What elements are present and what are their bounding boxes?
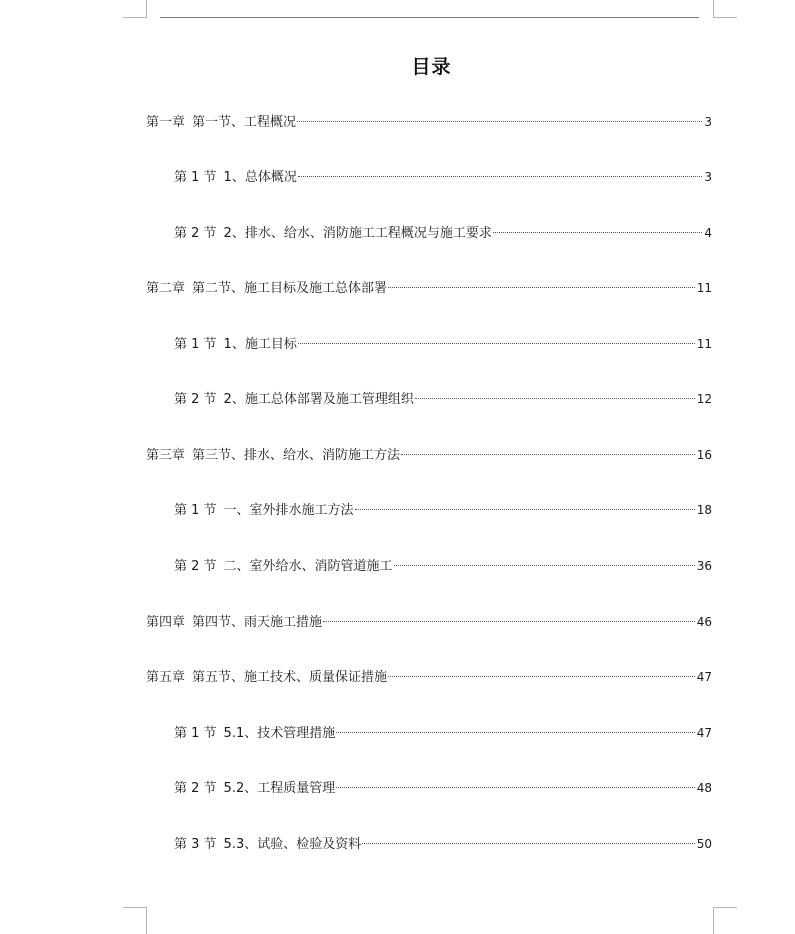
toc-entry-page: 3 — [704, 170, 712, 184]
toc-entry[interactable] — [174, 501, 712, 519]
toc-entry-title: 5.3、试验、检验及资料 — [223, 837, 362, 852]
dot-leader — [394, 565, 695, 566]
toc-entry-label: 第 1 节 — [174, 726, 217, 741]
dot-leader — [355, 509, 695, 510]
toc-entry-text — [174, 558, 393, 576]
toc-entry-text — [146, 280, 387, 298]
toc-entry[interactable] — [146, 668, 712, 686]
toc-entry-title: 1、施工目标 — [223, 337, 297, 352]
toc-entry-page: 48 — [696, 781, 712, 795]
toc-entry-label: 第 2 节 — [174, 781, 217, 796]
toc-entry-title: 一、室外排水施工方法 — [223, 503, 354, 518]
toc-entry[interactable] — [174, 779, 712, 797]
toc-entry[interactable] — [146, 446, 712, 464]
dot-leader — [415, 398, 695, 399]
toc-entry[interactable] — [174, 835, 712, 853]
dot-leader — [401, 454, 695, 455]
toc-entry-text — [174, 725, 335, 743]
toc-entry-page: 3 — [704, 115, 712, 129]
toc-entry-title: 5.2、工程质量管理 — [223, 781, 336, 796]
toc-entry[interactable] — [174, 335, 712, 353]
dot-leader — [336, 787, 694, 788]
toc-entry-page: 16 — [696, 448, 712, 462]
toc-entry-label: 第三章 — [146, 448, 186, 463]
toc-entry-title: 第一节、工程概况 — [192, 115, 297, 130]
toc-entry-title: 2、施工总体部署及施工管理组织 — [223, 392, 414, 407]
crop-mark-bottom-left — [123, 907, 147, 934]
crop-mark-top-left — [123, 0, 147, 18]
toc-entry[interactable] — [174, 557, 712, 575]
toc-entry-title: 第四节、雨天施工措施 — [192, 615, 323, 630]
crop-mark-bottom-right — [713, 907, 737, 934]
toc-entry-text — [146, 447, 400, 465]
toc-entry-text — [174, 391, 414, 409]
toc-entry-title: 2、排水、给水、消防施工工程概况与施工要求 — [223, 226, 492, 241]
toc-entry-page: 4 — [704, 226, 712, 240]
toc-entry-text — [146, 114, 296, 132]
dot-leader — [362, 843, 694, 844]
toc-entry-text — [174, 336, 297, 354]
toc-entry-title: 5.1、技术管理措施 — [223, 726, 336, 741]
toc-entry-label: 第 2 节 — [174, 559, 217, 574]
toc-entry-page: 11 — [696, 281, 712, 295]
toc-entry-page: 18 — [696, 503, 712, 517]
toc-entry-text — [174, 169, 297, 187]
toc-entry-title: 二、室外给水、消防管道施工 — [223, 559, 393, 574]
toc-entry-label: 第四章 — [146, 615, 186, 630]
toc-entry-text — [146, 614, 322, 632]
toc-entry[interactable] — [174, 224, 712, 242]
toc-entry-page: 50 — [696, 837, 712, 851]
dot-leader — [297, 121, 702, 122]
toc-entry-page: 11 — [696, 337, 712, 351]
toc-entry[interactable] — [146, 279, 712, 297]
crop-mark-top-right — [713, 0, 737, 18]
dot-leader — [323, 621, 695, 622]
toc-entry-text — [174, 836, 361, 854]
toc-entry-page: 36 — [696, 559, 712, 573]
toc-entry-label: 第 1 节 — [174, 337, 217, 352]
toc-entry-label: 第一章 — [146, 115, 186, 130]
toc-title: 目录 — [411, 56, 452, 78]
toc-entry-label: 第二章 — [146, 281, 186, 296]
toc-entry-label: 第 3 节 — [174, 837, 217, 852]
header-rule — [160, 17, 699, 18]
toc-entry-page: 47 — [696, 726, 712, 740]
dot-leader — [336, 732, 694, 733]
toc-entry-text — [174, 780, 335, 798]
toc-entry-label: 第 2 节 — [174, 226, 217, 241]
toc-entry-text — [174, 225, 492, 243]
toc-entry-title: 第二节、施工目标及施工总体部署 — [192, 281, 388, 296]
toc-entry-text — [146, 669, 387, 687]
toc-entry[interactable] — [174, 724, 712, 742]
toc-entry-title: 1、总体概况 — [223, 170, 297, 185]
dot-leader — [493, 232, 703, 233]
toc-entry[interactable] — [146, 113, 712, 131]
toc-entry-title: 第三节、排水、给水、消防施工方法 — [192, 448, 401, 463]
toc-entry-text — [174, 502, 354, 520]
toc-entry-title: 第五节、施工技术、质量保证措施 — [192, 670, 388, 685]
toc-entry-page: 46 — [696, 615, 712, 629]
toc-entry[interactable] — [146, 613, 712, 631]
dot-leader — [388, 676, 695, 677]
toc-entry-label: 第 2 节 — [174, 392, 217, 407]
dot-leader — [298, 343, 695, 344]
toc-entry[interactable] — [174, 390, 712, 408]
toc-entry-label: 第五章 — [146, 670, 186, 685]
toc-entry-label: 第 1 节 — [174, 503, 217, 518]
toc-entry-label: 第 1 节 — [174, 170, 217, 185]
toc-entry-page: 12 — [696, 392, 712, 406]
dot-leader — [388, 287, 695, 288]
toc-entry[interactable] — [174, 168, 712, 186]
dot-leader — [298, 176, 703, 177]
toc-entry-page: 47 — [696, 670, 712, 684]
